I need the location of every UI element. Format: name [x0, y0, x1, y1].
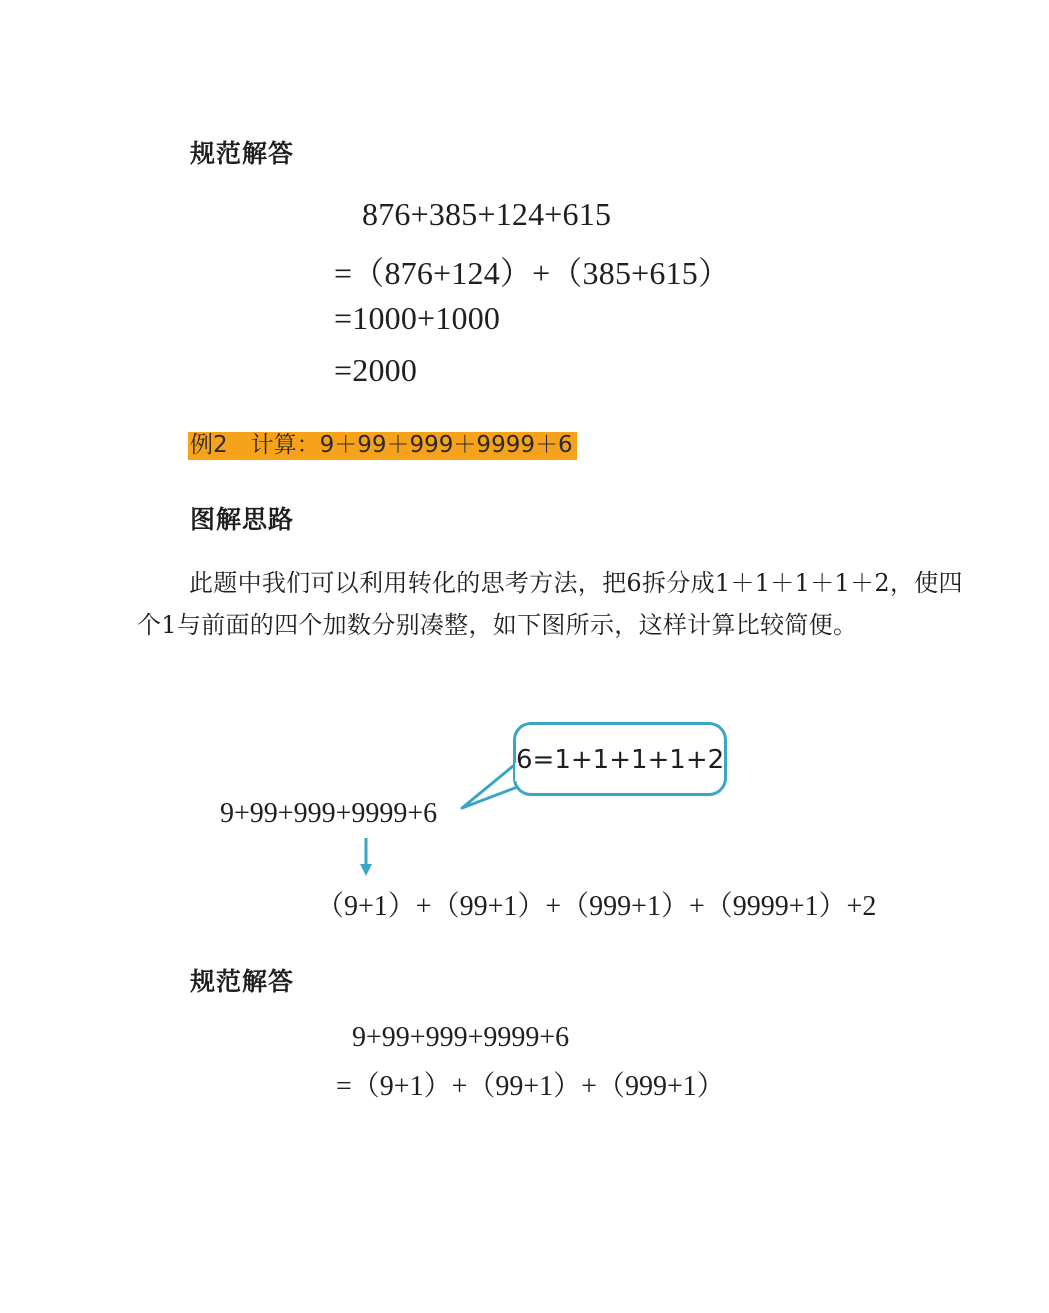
bubble-text: 6=1+1+1+1+2 [516, 745, 725, 775]
diagram-transformed-expression: （9+1）+（99+1）+（999+1）+（9999+1）+2 [316, 891, 877, 922]
equation2-line-2: =（9+1）+（99+1）+（999+1） [336, 1071, 725, 1102]
example-2-label: 例2 计算：9＋99＋999＋9999＋6 [188, 432, 577, 460]
explanation-paragraph: 此题中我们可以利用转化的思考方法，把6拆分成1＋1＋1＋1＋2，使四个1与前面的四个加数分别凑整，如下图所示，这样计算比较简便。 [137, 569, 963, 639]
section-heading-standard-answer: 规范解答 [190, 139, 295, 168]
equation-line-3: =1000+1000 [334, 300, 501, 336]
equation-line-2: =（876+124）+（385+615） [334, 255, 731, 291]
section-heading-standard-answer-2: 规范解答 [190, 967, 295, 996]
diagram-original-expression: 9+99+999+9999+6 [220, 798, 438, 829]
equation-line-4: =2000 [334, 352, 418, 388]
equation-line-1: 876+385+124+615 [362, 196, 612, 232]
section-heading-diagram-thinking: 图解思路 [190, 505, 295, 534]
equation2-line-1: 9+99+999+9999+6 [352, 1022, 570, 1053]
